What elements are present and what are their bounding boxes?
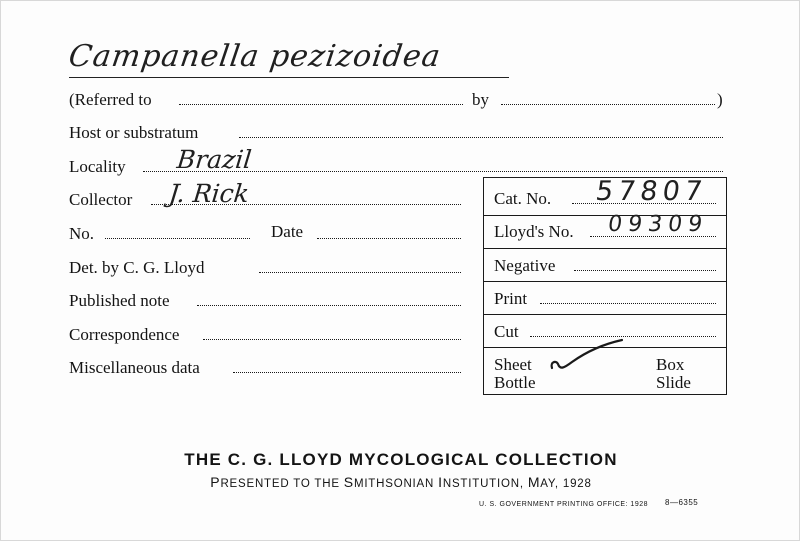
cat-no-handwritten: 57807 <box>593 176 710 207</box>
no-field[interactable] <box>105 238 250 239</box>
negative-field[interactable] <box>574 270 716 271</box>
locality-label: Locality <box>69 157 126 176</box>
locality-handwritten: Brazil <box>175 145 253 174</box>
presented-text-2: MITHSONIAN <box>353 478 439 490</box>
presented-text-3: NSTITUTION, <box>442 478 528 490</box>
box-divider <box>484 248 726 249</box>
collection-title: THE C. G. LLOYD MYCOLOGICAL COLLECTION <box>184 450 618 469</box>
slide-label: Slide <box>656 373 691 392</box>
cut-field[interactable] <box>530 336 716 337</box>
host-label: Host or substratum <box>69 123 199 142</box>
misc-data-field[interactable] <box>233 372 461 373</box>
box-divider <box>484 314 726 315</box>
presented-text-4: AY, 1928 <box>540 478 592 490</box>
misc-data-label: Miscellaneous data <box>69 358 200 377</box>
referred-to-label: (Referred to <box>69 90 152 109</box>
published-note-field[interactable] <box>197 305 461 306</box>
no-label: No. <box>69 224 95 243</box>
presented-initial-p: P <box>210 474 221 490</box>
lloyds-no-handwritten: 09309 <box>606 212 710 237</box>
cat-no-label: Cat. No. <box>494 189 552 208</box>
published-note-label: Published note <box>69 291 170 310</box>
referred-to-field[interactable] <box>179 104 463 105</box>
species-underline <box>69 77 509 78</box>
bottle-label: Bottle <box>494 373 536 392</box>
presented-text-1: RESENTED TO THE <box>220 478 344 490</box>
date-label: Date <box>271 222 304 241</box>
box-divider <box>484 281 726 282</box>
presented-initial-m: M <box>527 474 541 490</box>
host-field[interactable] <box>239 137 723 138</box>
correspondence-label: Correspondence <box>69 325 180 344</box>
det-by-label: Det. by C. G. Lloyd <box>69 258 205 277</box>
lloyds-no-label: Lloyd's No. <box>494 222 574 241</box>
correspondence-field[interactable] <box>203 339 461 340</box>
print-field[interactable] <box>540 303 716 304</box>
form-number: 8—6355 <box>665 498 699 507</box>
collector-label: Collector <box>69 190 133 209</box>
negative-label: Negative <box>494 256 556 275</box>
printer-imprint: U. S. GOVERNMENT PRINTING OFFICE: 1928 <box>479 501 649 508</box>
species-name-handwritten: Campanella pezizoidea <box>66 39 444 74</box>
close-paren: ) <box>717 90 723 109</box>
presented-initial-i: I <box>438 474 443 490</box>
presented-line <box>1 474 800 490</box>
collector-handwritten: J. Rick <box>167 179 251 208</box>
checkmark-icon <box>546 338 626 378</box>
date-field[interactable] <box>317 238 461 239</box>
box-type-label: Box <box>656 355 685 374</box>
cut-label: Cut <box>494 322 519 341</box>
catalog-box <box>483 177 727 395</box>
sheet-label: Sheet <box>494 355 532 374</box>
presented-initial-s: S <box>343 474 354 490</box>
det-by-field[interactable] <box>259 272 461 273</box>
by-field[interactable] <box>501 104 715 105</box>
print-label: Print <box>494 289 528 308</box>
by-label: by <box>472 90 489 109</box>
